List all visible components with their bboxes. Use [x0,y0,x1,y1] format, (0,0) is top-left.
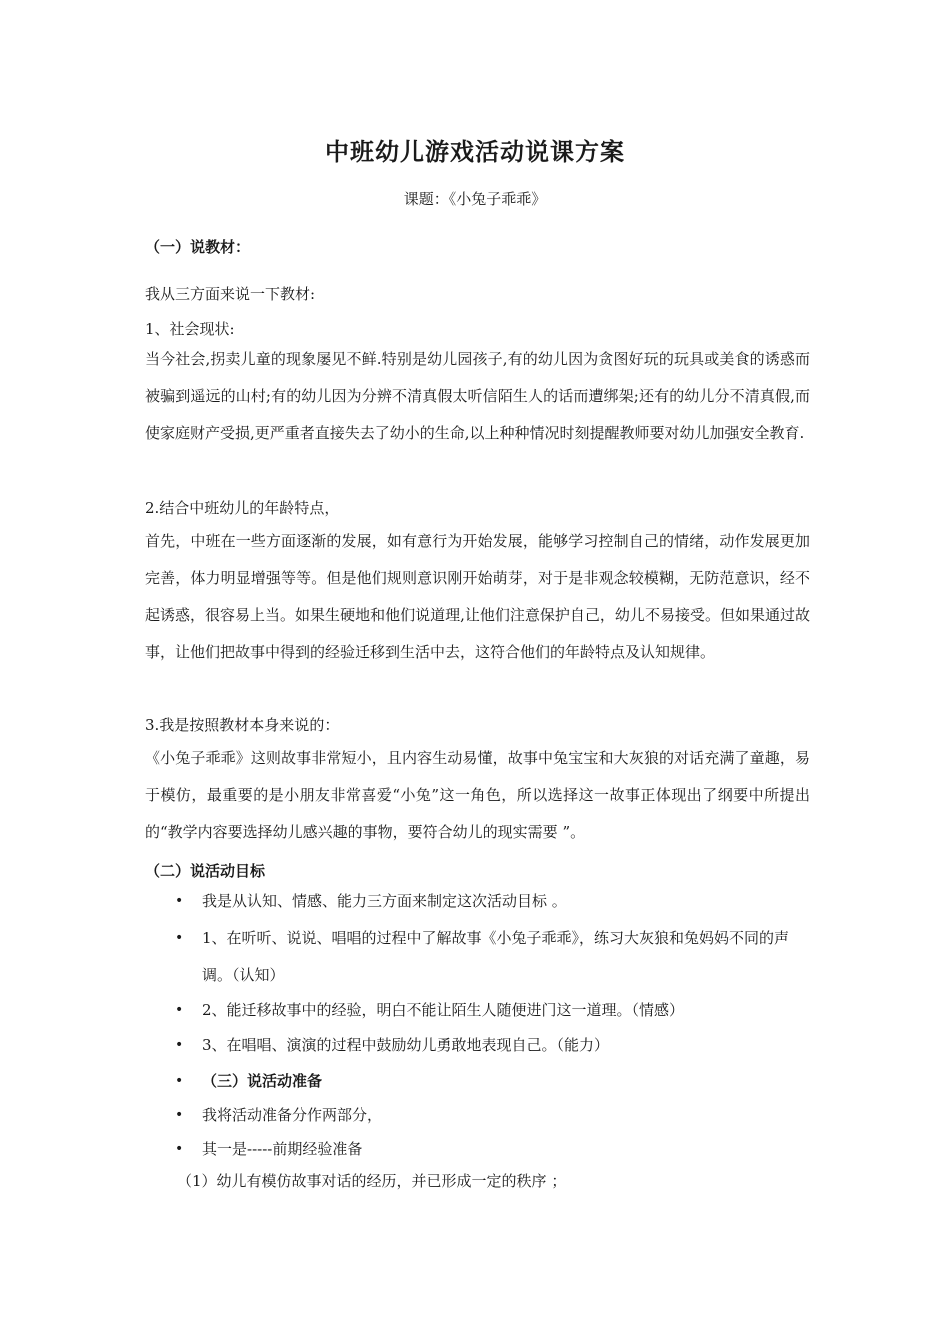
goal-item: 1、在听听、说说、唱唱的过程中了解故事《小兔子乖乖》，练习大灰狼和兔妈妈不同的声调。（认知） [202,929,790,984]
section-heading-activity-goals: （二）说活动目标 [145,862,266,880]
bullet-marker: • [175,1107,184,1123]
item2-paragraph: 首先，中班在一些方面逐渐的发展，如有意行为开始发展，能够学习控制自己的情绪，动作发展更加完善，体力明显增强等等。但是他们规则意识刚开始萌芽，对于是非观念较模糊，无防范意识，经不起诱惑，很容易上当。如果生硬地和他们说道理,让他们注意保护自己，幼儿不易接受。但如果通过故事，让他们把故事中得到的经验迁移到生活中去，这符合他们的年龄特点及认知规律。 [145,532,810,661]
section-heading-teaching-material: （一）说教材： [145,238,251,256]
item1-paragraph: 当今社会,拐卖儿童的现象屡见不鲜.特别是幼儿园孩子,有的幼儿因为贪图好玩的玩具或美食的诱惑而被骗到遥远的山村;有的幼儿因为分辨不清真假太听信陌生人的话而遭绑架;还有的幼儿分不清真假,而使家庭财产受损,更严重者直接失去了幼小的生命,以上种种情况时刻提醒教师要对幼儿加强安全教育. [145,350,810,442]
bullet-marker: • [175,1073,184,1089]
intro-text: 我从三方面来说一下教材: [145,285,316,303]
item3-label: 3.我是按照教材本身来说的： [145,716,340,734]
page-title: 中班幼儿游戏活动说课方案 [325,138,625,166]
bullet-marker: • [175,893,184,909]
bullet-marker: • [175,930,184,946]
preparation-item: 我将活动准备分作两部分， [202,1106,383,1124]
preparation-item: 其一是-----前期经验准备 [202,1140,363,1158]
section-heading-activity-preparation: （三）说活动准备 [202,1072,323,1090]
page-subtitle: 课题：《小兔子乖乖》 [403,190,547,208]
goal-item: 2、能迁移故事中的经验，明白不能让陌生人随便进门这一道理。（情感） [202,1001,685,1019]
bullet-marker: • [175,1141,184,1157]
preparation-sub-item: （1）幼儿有模仿故事对话的经历，并已形成一定的秩序 ； [177,1172,567,1190]
bullet-marker: • [175,1037,184,1053]
goal-item: 3、在唱唱、演演的过程中鼓励幼儿勇敢地表现自己。（能力） [202,1036,610,1054]
goal-item: 我是从认知、情感、能力三方面来制定这次活动目标 。 [202,892,567,910]
item3-paragraph: 《小兔子乖乖》这则故事非常短小，且内容生动易懂，故事中兔宝宝和大灰狼的对话充满了童趣，易于模仿，最重要的是小朋友非常喜爱“小兔”这一角色，所以选择这一故事正体现出了纲要中所提出的“教学内容要选择幼儿感兴趣的事物，要符合幼儿的现实需要 ”。 [145,749,810,841]
bullet-marker: • [175,1002,184,1018]
item1-label: 1、社会现状: [145,320,235,338]
item2-label: 2.结合中班幼儿的年龄特点， [145,499,340,517]
